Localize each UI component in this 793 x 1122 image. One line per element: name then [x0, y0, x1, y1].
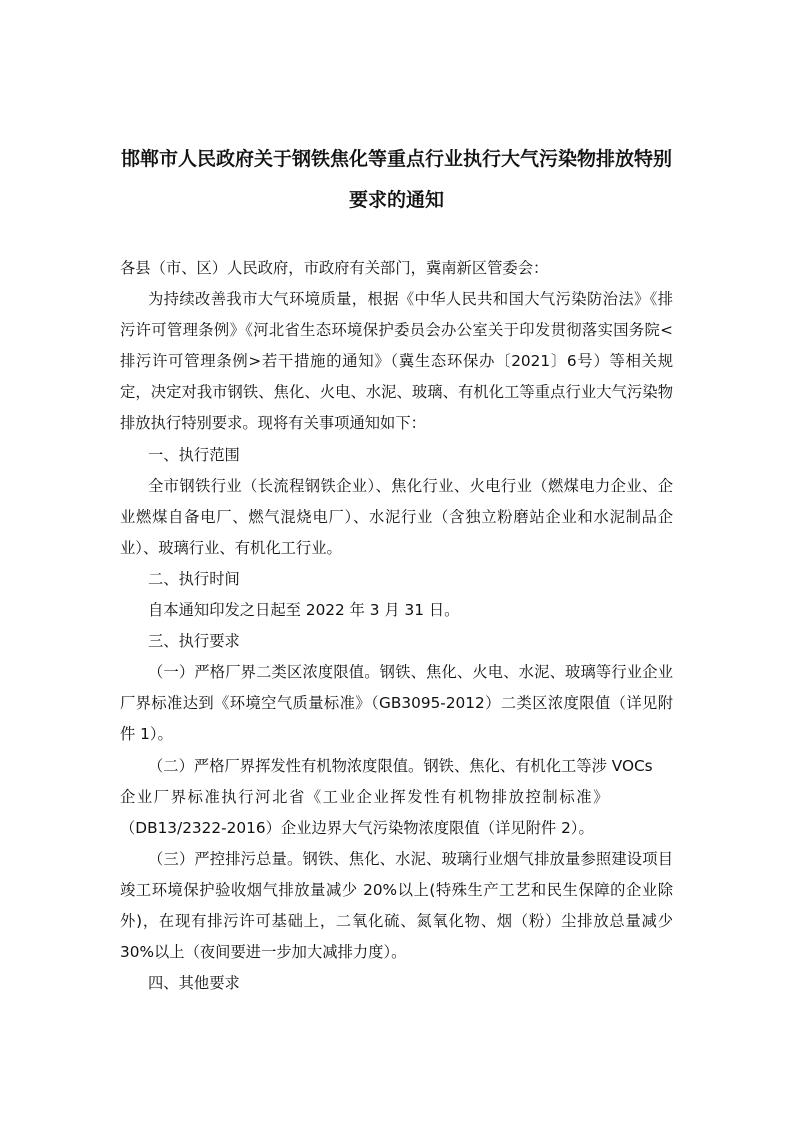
section-heading-other: 四、其他要求 — [148, 974, 240, 993]
time-paragraph: 自本通知印发之日起至 2022 年 3 月 31 日。 — [148, 601, 460, 620]
scope-paragraph: 全市钢铁行业（长流程钢铁企业）、焦化行业、火电行业（燃煤电力企业、企业燃煤自备电厂、燃气混烧电厂）、水泥行业（含独立粉磨站企业和水泥制品企业）、玻璃行业、有机化工行业。 — [120, 476, 673, 557]
document-body — [120, 253, 673, 999]
section-heading-requirements: 三、执行要求 — [148, 632, 240, 651]
requirement-item-3: （三）严控排污总量。钢铁、焦化、水泥、玻璃行业烟气排放量参照建设项目竣工环境保护验收烟气排放量减少 20%以上(特殊生产工艺和民生保障的企业除外)，在现有排污许可基础上，二氧化硫、氮氧化物、烟（粉）尘排放总量减少 30%以上（夜间要进一步加大减排力度）。 — [120, 849, 673, 962]
requirement-item-2-line-1: （二）严格厂界挥发性有机物浓度限值。钢铁、焦化、有机化工等涉 VOCs — [148, 756, 653, 775]
requirement-item-1: （一）严格厂界二类区浓度限值。钢铁、焦化、火电、水泥、玻璃等行业企业厂界标准达到《环境空气质量标准》（GB3095-2012）二类区浓度限值（详见附件 1）。 — [120, 663, 673, 744]
requirement-item-2-line-2: 企业厂界标准执行河北省《工业企业挥发性有机物排放控制标准》 — [120, 787, 611, 806]
section-heading-scope: 一、执行范围 — [148, 445, 240, 464]
requirement-item-2 — [120, 751, 673, 844]
salutation: 各县（市、区）人民政府，市政府有关部门，冀南新区管委会： — [120, 259, 549, 277]
requirement-item-2-line-3: （DB13/2322-2016）企业边界大气污染物浓度限值（详见附件 2）。 — [120, 818, 594, 837]
section-heading-time: 二、执行时间 — [148, 569, 240, 588]
document-title-continued: 要求的通知 — [348, 189, 444, 211]
intro-paragraph: 为持续改善我市大气环境质量，根据《中华人民共和国大气污染防治法》《排污许可管理条例》《河北省生态环境保护委员会办公室关于印发贯彻落实国务院<排污许可管理条例>若干措施的通知》（冀生态环保办〔2021〕6号）等相关规定，决定对我市钢铁、焦化、火电、水泥、玻璃、有机化工等重点行业大气污染物排放执行特别要求。现将有关事项通知如下： — [120, 290, 673, 433]
document-title: 邯郸市人民政府关于钢铁焦化等重点行业执行大气污染物排放特别 — [120, 148, 672, 170]
